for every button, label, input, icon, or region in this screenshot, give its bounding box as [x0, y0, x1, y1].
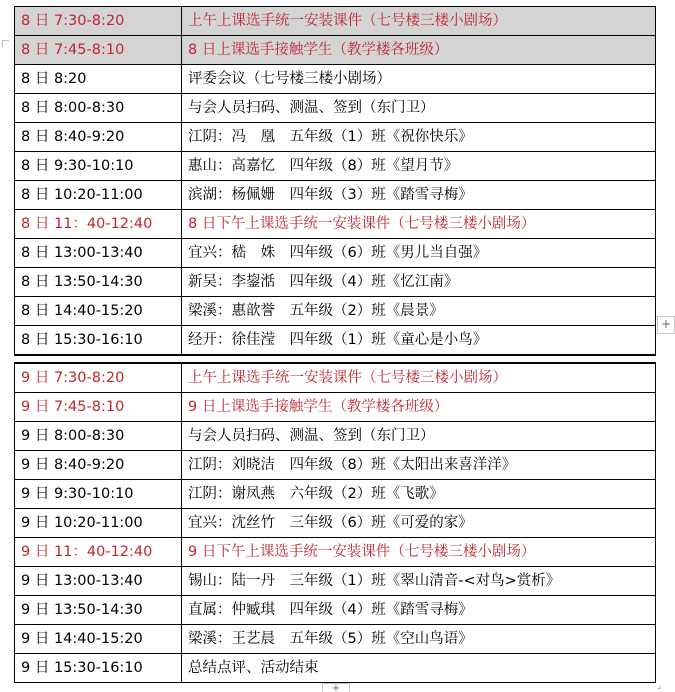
- time-cell[interactable]: 8 日 15:30-16:10: [15, 326, 182, 356]
- time-cell[interactable]: 8 日 10:20-11:00: [15, 181, 182, 210]
- table-row: [15, 94, 656, 123]
- resize-corner-icon[interactable]: ⌟: [657, 681, 662, 691]
- event-cell[interactable]: 梁溪：王艺晨 五年级（5）班《空山鸟语》: [182, 625, 656, 654]
- event-cell[interactable]: 与会人员扫码、测温、签到（东门卫）: [182, 94, 656, 123]
- time-cell[interactable]: 8 日 9:30-10:10: [15, 152, 182, 181]
- table-row: [15, 363, 656, 393]
- day-separator: [15, 355, 656, 363]
- time-cell[interactable]: 8 日 7:45-8:10: [15, 36, 182, 65]
- event-cell[interactable]: 9 日上课选手接触学生（教学楼各班级）: [182, 393, 656, 422]
- table-row: [15, 480, 656, 509]
- table-row: [15, 326, 656, 356]
- table-move-handle-icon[interactable]: [2, 40, 9, 47]
- event-cell[interactable]: 上午上课选手统一安装课件（七号楼三楼小剧场）: [182, 363, 656, 393]
- table-row: [15, 181, 656, 210]
- table-row: [15, 268, 656, 297]
- table-row: [15, 297, 656, 326]
- table-row: [15, 36, 656, 65]
- table-row: [15, 422, 656, 451]
- time-cell[interactable]: 9 日 15:30-16:10: [15, 654, 182, 683]
- table-row: [15, 509, 656, 538]
- table-row: [15, 152, 656, 181]
- event-cell[interactable]: 梁溪：惠歆誉 五年级（2）班《晨景》: [182, 297, 656, 326]
- event-cell[interactable]: 宜兴：沈丝竹 三年级（6）班《可爱的家》: [182, 509, 656, 538]
- event-cell[interactable]: 江阴：谢凤燕 六年级（2）班《飞歌》: [182, 480, 656, 509]
- time-cell[interactable]: 9 日 11：40-12:40: [15, 538, 182, 567]
- schedule-table: [14, 6, 656, 683]
- day9-rows: [15, 363, 656, 683]
- time-cell[interactable]: 9 日 10:20-11:00: [15, 509, 182, 538]
- time-cell[interactable]: 8 日 11：40-12:40: [15, 210, 182, 239]
- event-cell[interactable]: 经开：徐佳滢 四年级（1）班《童心是小鸟》: [182, 326, 656, 356]
- time-cell[interactable]: 9 日 7:30-8:20: [15, 363, 182, 393]
- table-row: [15, 625, 656, 654]
- add-row-icon[interactable]: +: [322, 683, 350, 692]
- event-cell[interactable]: 9 日下午上课选手统一安装课件（七号楼三楼小剧场）: [182, 538, 656, 567]
- add-column-icon[interactable]: +: [657, 316, 675, 334]
- table-row: [15, 596, 656, 625]
- time-cell[interactable]: 9 日 14:40-15:20: [15, 625, 182, 654]
- time-cell[interactable]: 9 日 9:30-10:10: [15, 480, 182, 509]
- table-row: [15, 239, 656, 268]
- day8-rows: [15, 7, 656, 356]
- time-cell[interactable]: 8 日 8:20: [15, 65, 182, 94]
- event-cell[interactable]: 滨湖：杨佩姗 四年级（3）班《踏雪寻梅》: [182, 181, 656, 210]
- time-cell[interactable]: 8 日 14:40-15:20: [15, 297, 182, 326]
- event-cell[interactable]: 直属：仲臧琪 四年级（4）班《踏雪寻梅》: [182, 596, 656, 625]
- event-cell[interactable]: 江阴：冯 凰 五年级（1）班《祝你快乐》: [182, 123, 656, 152]
- time-cell[interactable]: 9 日 13:50-14:30: [15, 596, 182, 625]
- time-cell[interactable]: 9 日 8:40-9:20: [15, 451, 182, 480]
- table-row: [15, 538, 656, 567]
- event-cell[interactable]: 与会人员扫码、测温、签到（东门卫）: [182, 422, 656, 451]
- table-row: [15, 65, 656, 94]
- time-cell[interactable]: 8 日 13:00-13:40: [15, 239, 182, 268]
- event-cell[interactable]: 评委会议（七号楼三楼小剧场）: [182, 65, 656, 94]
- time-cell[interactable]: 9 日 8:00-8:30: [15, 422, 182, 451]
- table-row: [15, 654, 656, 683]
- event-cell[interactable]: 8 日下午上课选手统一安装课件（七号楼三楼小剧场）: [182, 210, 656, 239]
- time-cell[interactable]: 8 日 7:30-8:20: [15, 7, 182, 36]
- time-cell[interactable]: 9 日 13:00-13:40: [15, 567, 182, 596]
- event-cell[interactable]: 锡山：陆一丹 三年级（1）班《翠山清音-<对鸟>赏析》: [182, 567, 656, 596]
- event-cell[interactable]: 江阴：刘晓洁 四年级（8）班《太阳出来喜洋洋》: [182, 451, 656, 480]
- table-row: [15, 393, 656, 422]
- event-cell[interactable]: 惠山：高嘉忆 四年级（8）班《望月节》: [182, 152, 656, 181]
- table-row: [15, 451, 656, 480]
- event-cell[interactable]: 宜兴：嵇 姝 四年级（6）班《男儿当自强》: [182, 239, 656, 268]
- day-separator-row: [15, 355, 656, 363]
- event-cell[interactable]: 新吴：李鋆湉 四年级（4）班《忆江南》: [182, 268, 656, 297]
- table-row: [15, 123, 656, 152]
- table-row: [15, 7, 656, 36]
- event-cell[interactable]: 上午上课选手统一安装课件（七号楼三楼小剧场）: [182, 7, 656, 36]
- table-row: [15, 210, 656, 239]
- event-cell[interactable]: 8 日上课选手接触学生（教学楼各班级）: [182, 36, 656, 65]
- time-cell[interactable]: 8 日 8:40-9:20: [15, 123, 182, 152]
- time-cell[interactable]: 9 日 7:45-8:10: [15, 393, 182, 422]
- time-cell[interactable]: 8 日 8:00-8:30: [15, 94, 182, 123]
- table-row: [15, 567, 656, 596]
- event-cell[interactable]: 总结点评、活动结束: [182, 654, 656, 683]
- time-cell[interactable]: 8 日 13:50-14:30: [15, 268, 182, 297]
